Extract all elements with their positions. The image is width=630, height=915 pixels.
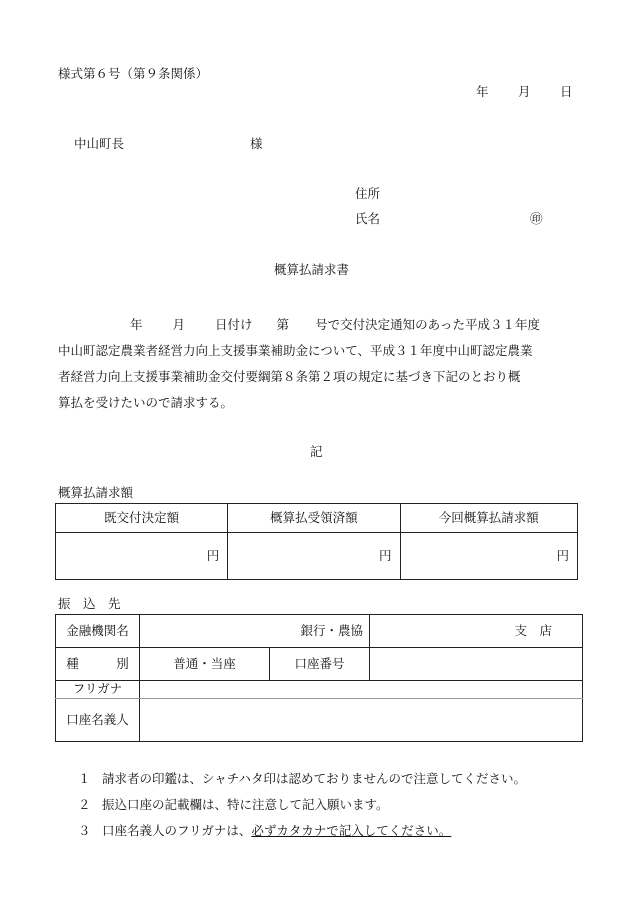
furigana-field[interactable] xyxy=(140,681,583,699)
addressee-honorific: 様 xyxy=(250,136,263,151)
body-line-1 xyxy=(58,312,580,338)
address-label: 住所 xyxy=(355,186,381,201)
name-label: 氏名 xyxy=(355,211,381,226)
account-number-label: 口座番号 xyxy=(270,648,370,681)
date-day-label: 日 xyxy=(560,84,573,99)
yen-unit: 円 xyxy=(206,547,220,563)
note-text: 口座名義人のフリガナは、 xyxy=(102,823,252,838)
header-received-amount: 概算払受領済額 xyxy=(228,504,400,533)
furigana-label: フリガナ xyxy=(56,681,140,699)
date-year-label: 年 xyxy=(476,84,489,99)
account-number-field[interactable] xyxy=(370,648,583,681)
document-title: 概算払請求書 xyxy=(274,262,350,277)
ki-heading: 記 xyxy=(310,444,323,459)
notes-list xyxy=(78,766,526,844)
body-line-2: 中山町認定農業者経営力向上支援事業補助金について、平成３１年度中山町認定農業 xyxy=(58,343,533,358)
body-line-1-tail: 号で交付決定通知のあった平成３１年度 xyxy=(315,317,540,332)
addressee-name: 中山町長 xyxy=(74,136,125,151)
ref-month: 月 xyxy=(172,317,186,332)
transfer-section-label: 振 込 先 xyxy=(58,596,121,611)
note-item xyxy=(78,792,526,818)
account-holder-row xyxy=(56,699,583,742)
account-holder-label: 口座名義人 xyxy=(56,699,140,742)
amount-value-row xyxy=(56,533,578,580)
branch-suffix: 支 店 xyxy=(514,622,553,638)
amount-section-label: 概算払請求額 xyxy=(58,485,134,500)
bank-table xyxy=(55,614,583,742)
received-amount-cell[interactable] xyxy=(228,533,400,580)
yen-unit: 円 xyxy=(378,547,392,563)
issued-amount-cell[interactable] xyxy=(56,533,228,580)
note-number: ３ xyxy=(78,823,91,838)
note-text: 振込口座の記載欄は、特に注意して記入願います。 xyxy=(102,797,389,812)
amount-table xyxy=(55,503,578,580)
account-type-value[interactable]: 普通・当座 xyxy=(140,648,270,681)
request-amount-cell[interactable] xyxy=(400,533,578,580)
note-item xyxy=(78,818,526,844)
note-text: 請求者の印鑑は、シャチハタ印は認めておりませんので注意してください。 xyxy=(102,771,527,786)
header-issued-amount: 既交付決定額 xyxy=(56,504,228,533)
amount-header-row xyxy=(56,504,578,533)
date-month-label: 月 xyxy=(518,84,531,99)
account-holder-field[interactable] xyxy=(140,699,583,742)
bank-name-field[interactable] xyxy=(140,615,370,648)
bank-suffix: 銀行・農協 xyxy=(300,622,364,638)
ref-no: 第 xyxy=(276,317,290,332)
bank-name-label: 金融機関名 xyxy=(56,615,140,648)
note-number: ２ xyxy=(78,797,91,812)
header-request-amount: 今回概算払請求額 xyxy=(400,504,578,533)
ref-year: 年 xyxy=(130,317,143,332)
furigana-row xyxy=(56,681,583,699)
body-line-3: 者経営力向上支援事業補助金交付要綱第８条第２項の規定に基づき下記のとおり概 xyxy=(58,369,521,384)
bank-row xyxy=(56,615,583,648)
yen-unit: 円 xyxy=(556,547,569,563)
body-paragraph xyxy=(58,312,580,416)
account-type-label: 種 別 xyxy=(56,648,140,681)
body-line-4: 算払を受けたいので請求する。 xyxy=(58,395,234,410)
ref-day: 日付け xyxy=(215,317,253,332)
note-underlined-text: 必ずカタカナで記入してください。 xyxy=(251,823,452,838)
seal-mark: ㊞ xyxy=(530,211,543,226)
account-type-row xyxy=(56,648,583,681)
form-label: 様式第６号（第９条関係） xyxy=(58,66,209,81)
note-number: １ xyxy=(78,771,91,786)
branch-field[interactable] xyxy=(370,615,583,648)
note-item xyxy=(78,766,526,792)
